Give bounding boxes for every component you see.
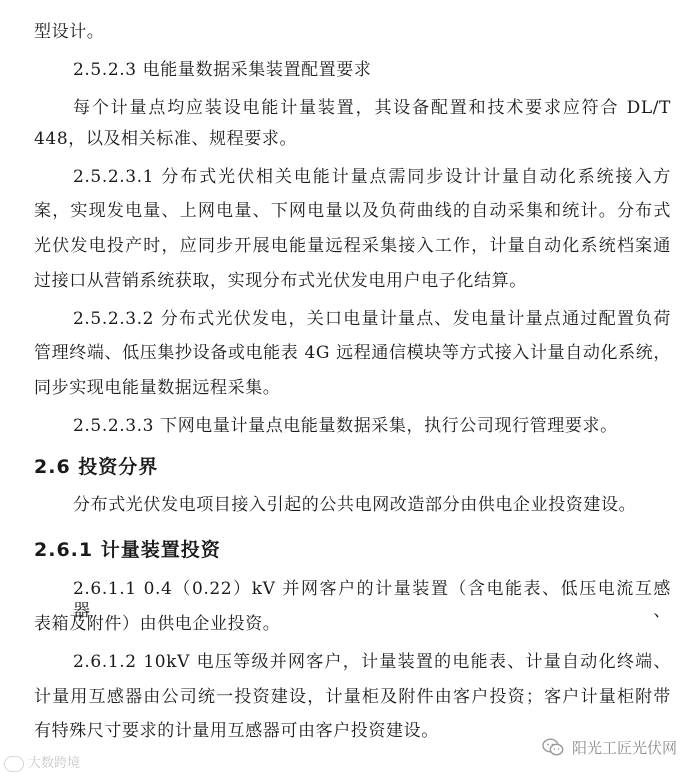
paragraph-line: 型设计。 (34, 22, 105, 42)
watermark-left (4, 752, 80, 772)
paragraph-line: 表箱及附件）由供电企业投资。 (34, 614, 281, 634)
watermark-right-text: 阳光工匠光伏网 (571, 738, 677, 757)
paragraph-line: 448，以及相关标准、规程要求。 (34, 129, 298, 149)
paragraph-line: 2.6.1.2 10kV 电压等级并网客户，计量装置的电能表、计量自动化终端、 (73, 652, 671, 672)
section-heading-2-6: 2.6 投资分界 (34, 456, 159, 478)
watermark-logo-icon (4, 756, 24, 772)
paragraph-line: 管理终端、低压集抄设备或电能表 4G 远程通信模块等方式接入计量自动化系统， (34, 343, 671, 363)
wechat-icon (542, 738, 564, 756)
paragraph-line: 案，实现发电量、上网电量、下网电量以及负荷曲线的自动采集和统计。分布式 (34, 201, 671, 221)
paragraph-line: 2.5.2.3.3 下网电量计量点电能量数据采集，执行公司现行管理要求。 (73, 416, 618, 436)
paragraph-line: 同步实现电能量数据远程采集。 (34, 378, 281, 398)
section-heading-2-6-1: 2.6.1 计量装置投资 (34, 539, 221, 561)
paragraph-line: 分布式光伏发电项目接入引起的公共电网改造部分由供电企业投资建设。 (73, 495, 637, 515)
paragraph-line: 计量用互感器由公司统一投资建设，计量柜及附件由客户投资；客户计量柜附带 (34, 687, 671, 707)
watermark-right (542, 736, 677, 758)
paragraph-line: 光伏发电投产时，应同步开展电能量远程采集接入工作，计量自动化系统档案通 (34, 236, 671, 256)
paragraph-line: 过接口从营销系统获取，实现分布式光伏发电用户电子化结算。 (34, 271, 527, 291)
section-heading-2-5-2-3: 2.5.2.3 电能量数据采集装置配置要求 (73, 60, 372, 80)
paragraph-line: 2.5.2.3.2 分布式光伏发电，关口电量计量点、发电量计量点通过配置负荷 (73, 309, 671, 329)
paragraph-line: 每个计量点均应装设电能计量装置，其设备配置和技术要求应符合 DL/T (73, 98, 671, 118)
paragraph-line: 有特殊尺寸要求的计量用互感器可由客户投资建设。 (34, 721, 439, 741)
watermark-left-text: 大数跨境 (28, 756, 81, 771)
paragraph-line: 2.6.1.1 0.4（0.22）kV 并网客户的计量装置（含电能表、低压电流互感器、 (73, 579, 671, 621)
paragraph-line: 2.5.2.3.1 分布式光伏相关电能计量点需同步设计计量自动化系统接入方 (73, 167, 671, 187)
